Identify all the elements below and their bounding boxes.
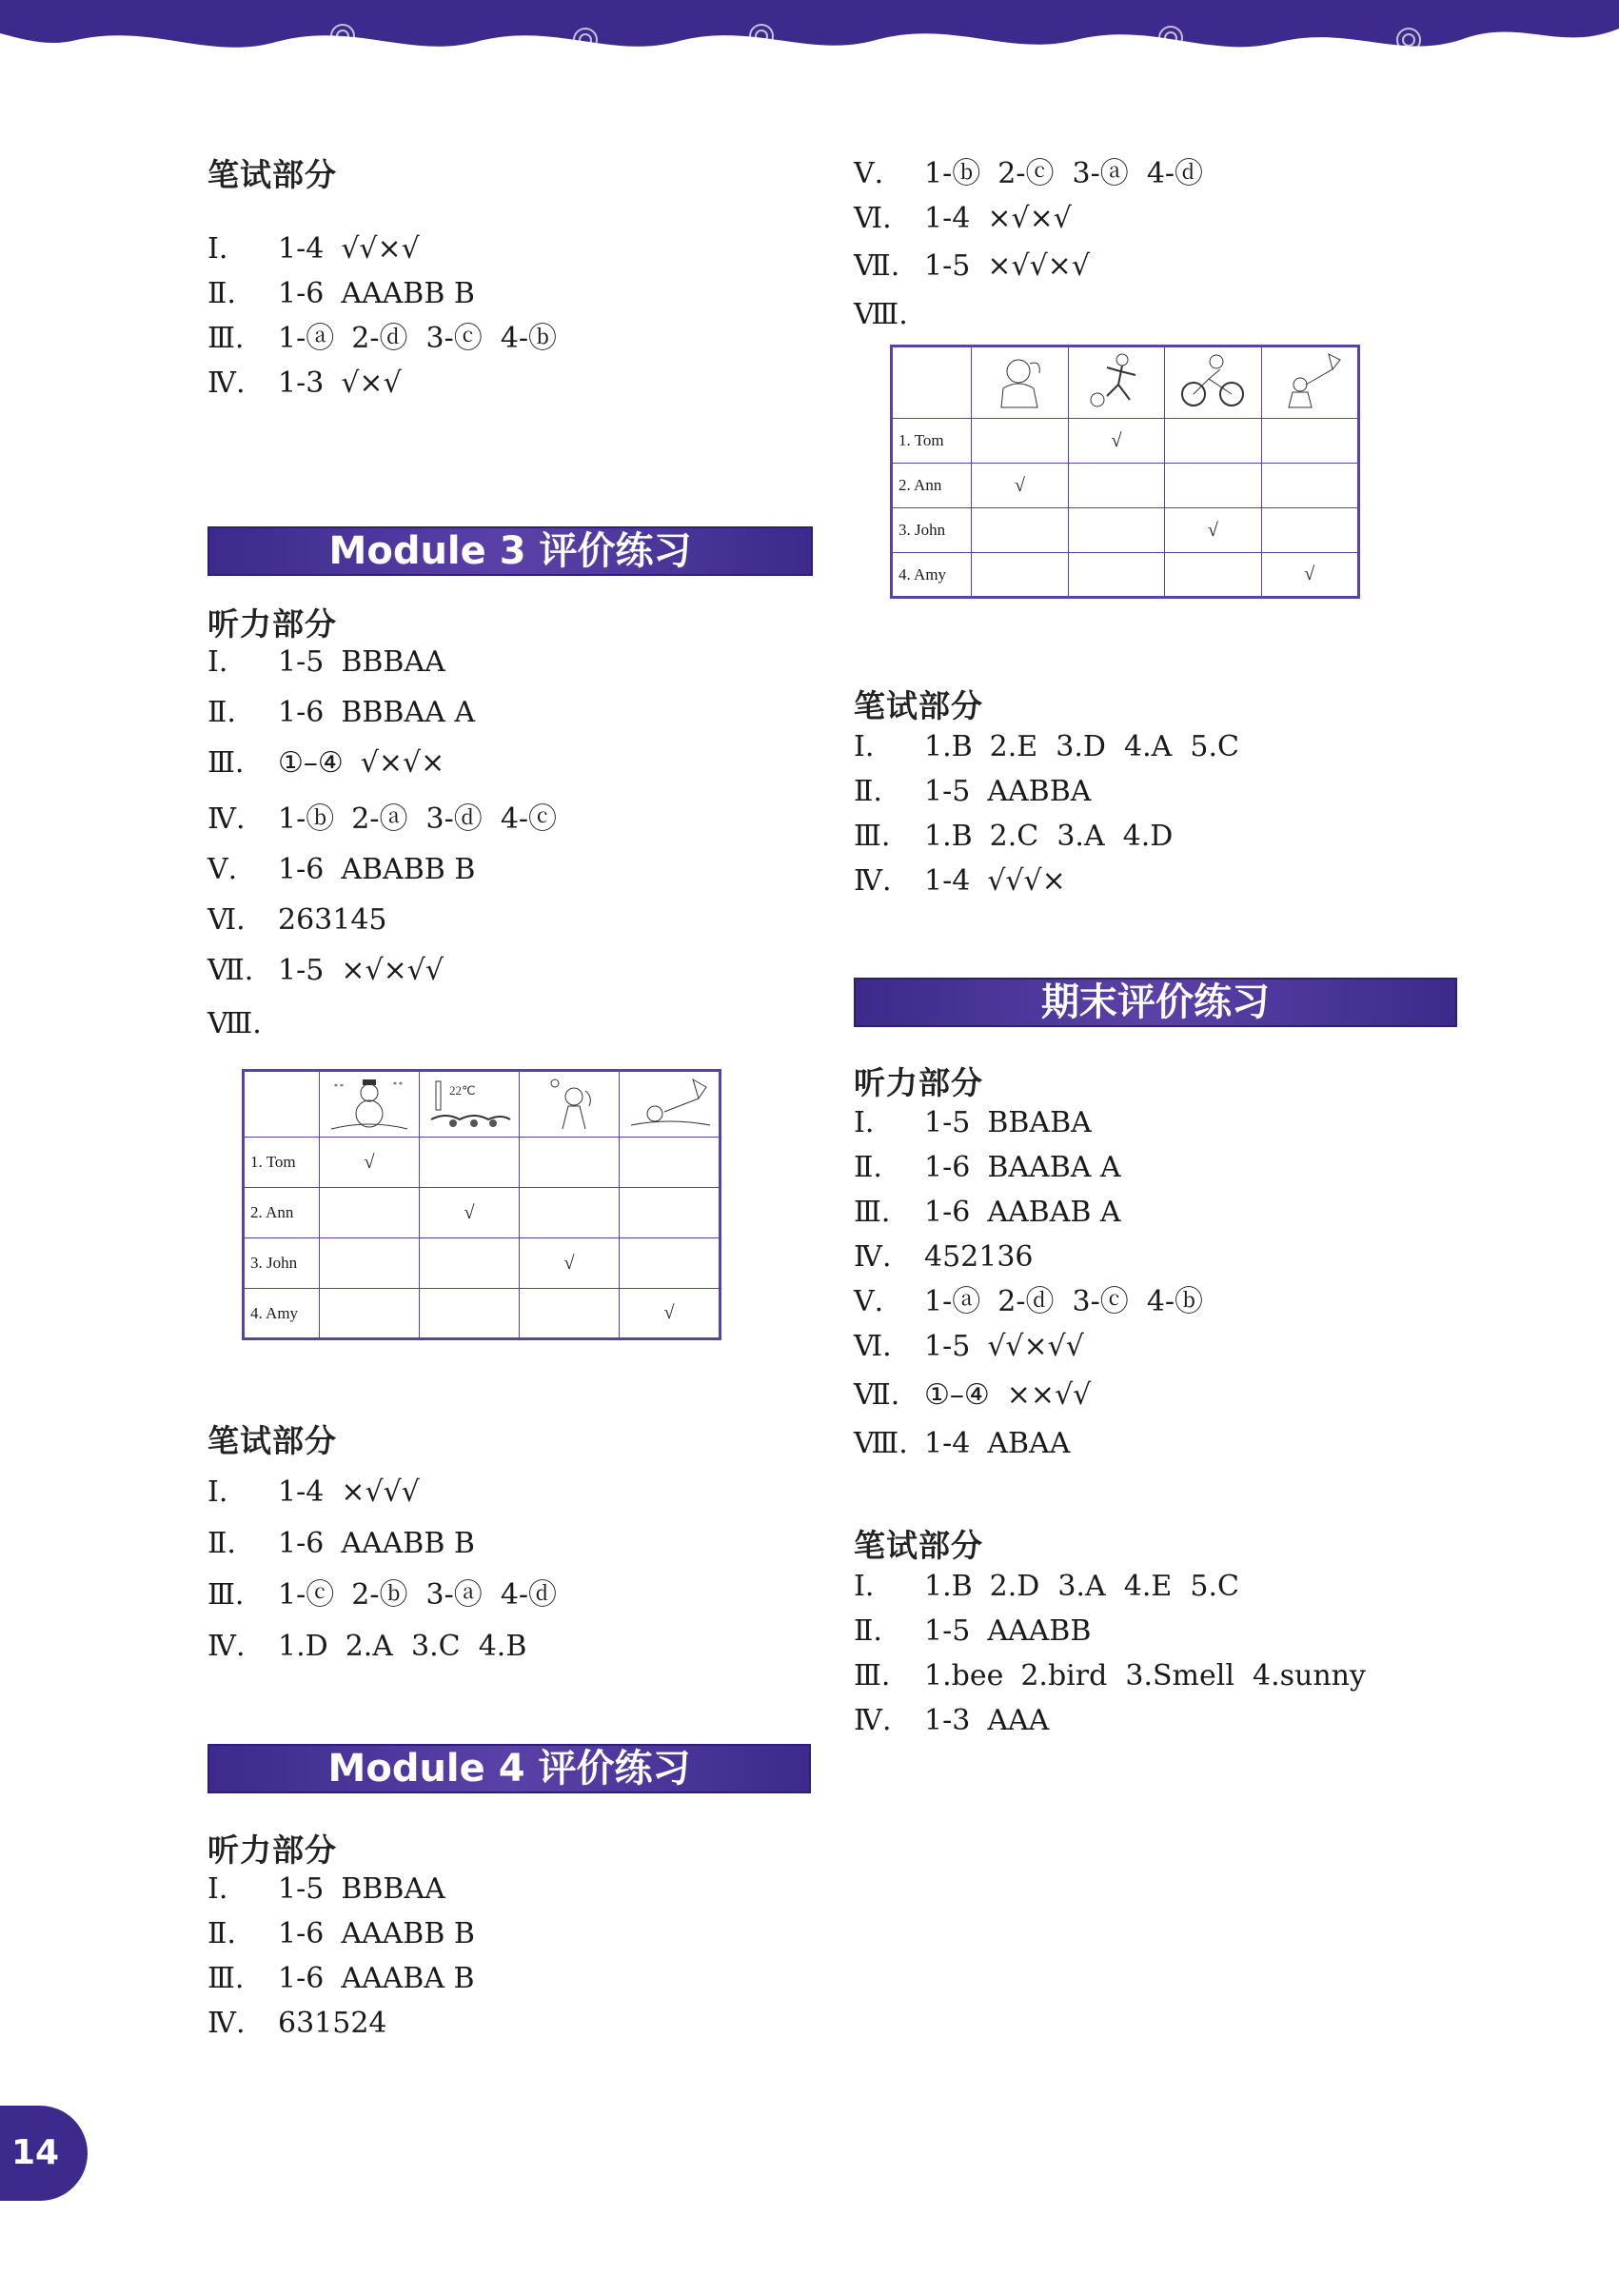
answer-row	[854, 1376, 1091, 1415]
answer-range: 1-6	[278, 853, 325, 886]
empty-cell	[420, 1138, 520, 1188]
section-heading: 笔试部分	[207, 1422, 337, 1459]
roman-numeral: Ⅵ.	[207, 903, 246, 937]
answer-range: 1-ⓑ	[278, 802, 335, 836]
answer-text: √√×√	[341, 232, 420, 266]
student-name: 2. Ann	[892, 464, 972, 508]
answer-row	[854, 200, 1072, 238]
empty-cell	[520, 1188, 620, 1238]
answer-text: BBBAA A	[341, 696, 475, 729]
top-wave-decoration	[0, 0, 1619, 76]
answer-range: 1-ⓐ	[924, 1285, 981, 1318]
answer-row	[207, 1960, 475, 1998]
final-review-banner: 期末评价练习	[854, 978, 1457, 1027]
answer-row	[207, 851, 475, 889]
section-heading: 笔试部分	[207, 156, 337, 193]
answer-text: BBBAA	[341, 1872, 445, 1906]
roman-numeral: Ⅵ.	[854, 1330, 892, 1363]
empty-cell	[320, 1289, 420, 1339]
answer-row	[854, 1702, 1049, 1740]
empty-cell	[420, 1238, 520, 1289]
answer-range: 1.D	[278, 1630, 328, 1663]
answer-range: 1-3	[924, 1704, 971, 1737]
answer-row	[207, 230, 420, 268]
snowman-picture	[320, 1071, 420, 1138]
answer-range: 1-ⓐ	[278, 322, 335, 355]
answer-row	[207, 1870, 445, 1909]
roman-numeral: Ⅰ.	[207, 645, 228, 679]
answer-row	[207, 1576, 557, 1614]
roman-numeral: Ⅲ.	[207, 1962, 245, 1995]
answer-text: 263145	[278, 903, 387, 937]
answer-range: 1-6	[278, 1917, 325, 1950]
answer-text: ABAA	[987, 1427, 1071, 1460]
roman-numeral: Ⅳ.	[854, 1240, 892, 1274]
answer-text: AAA	[987, 1704, 1050, 1737]
empty-cell	[1165, 553, 1261, 598]
tick-mark: √	[620, 1289, 721, 1339]
roman-numeral: Ⅷ.	[854, 1427, 908, 1460]
answer-text: 2.bird 3.Smell 4.sunny	[1020, 1659, 1366, 1692]
answer-text: 631524	[278, 2007, 387, 2040]
answer-range: 1-5	[924, 1330, 971, 1363]
answer-row	[854, 1194, 1121, 1232]
tick-mark: √	[1261, 553, 1358, 598]
answer-row	[854, 1425, 1070, 1463]
answer-range: 1-4	[924, 864, 971, 898]
roman-numeral: Ⅰ.	[207, 1872, 228, 1906]
answer-text: 2-ⓐ 3-ⓓ 4-ⓒ	[351, 802, 558, 836]
answer-row	[207, 1474, 420, 1512]
roman-numeral: Ⅱ.	[207, 696, 236, 729]
answer-row	[854, 1149, 1121, 1187]
answer-row	[854, 1613, 1091, 1651]
empty-cell	[520, 1289, 620, 1339]
section-heading: 笔试部分	[854, 687, 983, 724]
roman-numeral: Ⅶ.	[854, 1378, 900, 1412]
roman-numeral: Ⅰ.	[207, 1475, 228, 1509]
answer-row	[854, 818, 1173, 856]
answer-text: 2-ⓓ 3-ⓒ 4-ⓑ	[351, 322, 558, 355]
empty-cell	[1068, 508, 1164, 553]
answer-text: 2-ⓒ 3-ⓐ 4-ⓓ	[997, 157, 1204, 190]
answer-range: 1-6	[278, 1962, 325, 1995]
svg-text:* *: * *	[334, 1081, 344, 1091]
answer-range: 1-5	[278, 1872, 325, 1906]
answer-text: 2.E 3.D 4.A 5.C	[989, 730, 1239, 763]
module-3-banner: Module 3 评价练习	[207, 526, 813, 576]
empty-cell	[1165, 419, 1261, 464]
empty-cell	[420, 1289, 520, 1339]
empty-cell	[1068, 553, 1164, 598]
answer-row	[854, 1238, 1034, 1277]
student-name: 2. Ann	[244, 1188, 320, 1238]
tick-mark: √	[520, 1238, 620, 1289]
roman-numeral: Ⅰ.	[207, 232, 228, 266]
answer-range: 1-6	[278, 1527, 325, 1560]
roman-numeral: Ⅳ.	[207, 2007, 246, 2040]
student-name: 4. Amy	[244, 1289, 320, 1339]
page-number: 14 –	[0, 2106, 88, 2201]
empty-cell	[620, 1188, 721, 1238]
roman-numeral: Ⅴ.	[854, 1285, 884, 1318]
roman-numeral: Ⅳ.	[207, 366, 246, 400]
kite-girl-picture	[1261, 346, 1358, 419]
answer-text: AAABB B	[341, 1917, 475, 1950]
answer-text: BAABA A	[987, 1151, 1121, 1184]
answer-text: 2.A 3.C 4.B	[345, 1630, 527, 1663]
answer-row	[207, 1915, 475, 1953]
section-heading: 听力部分	[207, 1831, 337, 1869]
answer-row	[854, 1104, 1092, 1142]
empty-cell	[1165, 464, 1261, 508]
thermometer-picture	[420, 1071, 520, 1138]
tick-mark: √	[972, 464, 1068, 508]
answer-row	[207, 901, 387, 940]
empty-cell	[1261, 508, 1358, 553]
answer-row	[854, 728, 1239, 766]
answer-row	[854, 1568, 1239, 1606]
answer-range: 1-4	[924, 202, 971, 235]
answer-range: 1.B	[924, 1570, 973, 1603]
answer-text: √×√	[341, 366, 402, 400]
answer-text: AAABB	[987, 1614, 1092, 1648]
tick-mark: √	[320, 1138, 420, 1188]
answer-range: 1-5	[924, 1614, 971, 1648]
table-corner	[892, 346, 972, 419]
roman-numeral: Ⅱ.	[854, 775, 882, 808]
roman-numeral: Ⅲ.	[854, 1659, 891, 1692]
answer-text: ×√×√	[987, 202, 1072, 235]
roman-numeral: Ⅰ.	[854, 730, 875, 763]
answer-text: ×√√√	[341, 1475, 420, 1509]
answer-range: 1-3	[278, 366, 325, 400]
empty-cell	[972, 419, 1068, 464]
student-name: 3. John	[244, 1238, 320, 1289]
answer-text: ABABB B	[341, 853, 476, 886]
answer-range: 1-5	[924, 249, 971, 283]
roman-numeral: Ⅳ.	[207, 1630, 246, 1663]
empty-cell	[520, 1138, 620, 1188]
answer-row	[854, 1283, 1203, 1321]
tick-mark: √	[420, 1188, 520, 1238]
answer-row	[207, 320, 557, 358]
roman-numeral: Ⅳ.	[854, 1704, 892, 1737]
answer-row	[207, 275, 475, 313]
answer-row	[854, 1657, 1366, 1695]
student-name: 1. Tom	[892, 419, 972, 464]
empty-cell	[620, 1138, 721, 1188]
student-name: 4. Amy	[892, 553, 972, 598]
answer-row	[207, 744, 444, 782]
empty-cell	[320, 1188, 420, 1238]
answer-text: AAABA B	[341, 1962, 475, 1995]
child-picture	[520, 1071, 620, 1138]
roman-numeral: Ⅱ.	[854, 1614, 882, 1648]
roman-numeral: Ⅲ.	[207, 322, 245, 355]
cyclist-picture	[1165, 346, 1261, 419]
empty-cell	[1261, 464, 1358, 508]
answer-range: 1-6	[278, 696, 325, 729]
answer-range: 1.bee	[924, 1659, 1004, 1692]
answer-range: 1-5	[278, 954, 325, 987]
answer-row	[854, 155, 1203, 193]
answer-text: BBABA	[987, 1106, 1092, 1139]
empty-cell	[972, 553, 1068, 598]
tick-mark: √	[1068, 419, 1164, 464]
answer-range: 1-6	[924, 1151, 971, 1184]
student-name: 3. John	[892, 508, 972, 553]
answer-text: AABAB A	[987, 1196, 1121, 1229]
answer-range: ①–④	[278, 746, 344, 780]
kite-picture	[620, 1071, 721, 1138]
roman-numeral: Ⅴ.	[207, 853, 238, 886]
tick-mark: √	[1165, 508, 1261, 553]
roman-numeral: Ⅱ.	[207, 1917, 236, 1950]
roman-numeral: Ⅷ.	[207, 1007, 262, 1040]
roman-numeral: Ⅲ.	[854, 1196, 891, 1229]
empty-cell	[320, 1238, 420, 1289]
answer-row	[854, 247, 1090, 286]
answer-row	[854, 1328, 1084, 1366]
svg-text:22℃: 22℃	[449, 1082, 476, 1098]
answer-row	[854, 296, 924, 334]
answer-row	[854, 862, 1066, 901]
answer-row	[207, 1628, 526, 1666]
answer-range: 1-5	[924, 1106, 971, 1139]
roman-numeral: Ⅱ.	[207, 277, 236, 310]
listening-grid-table	[890, 345, 1360, 599]
answer-range: 1-6	[924, 1196, 971, 1229]
answer-range: 1-ⓒ	[278, 1578, 335, 1612]
svg-text:* *: * *	[393, 1079, 403, 1089]
empty-cell	[1068, 464, 1164, 508]
answer-range: 1-5	[278, 645, 325, 679]
roman-numeral: Ⅱ.	[207, 1527, 236, 1560]
table-corner	[244, 1071, 320, 1138]
answer-range: ①–④	[924, 1378, 990, 1412]
roman-numeral: Ⅲ.	[207, 746, 245, 780]
answer-row	[854, 773, 1091, 811]
roman-numeral: Ⅷ.	[854, 298, 908, 331]
answer-text: AAABB B	[341, 1527, 475, 1560]
answer-range: 1-ⓑ	[924, 157, 981, 190]
football-player-picture	[1068, 346, 1164, 419]
roman-numeral: Ⅶ.	[854, 249, 900, 283]
answer-text: 2.D 3.A 4.E 5.C	[989, 1570, 1239, 1603]
roman-numeral: Ⅱ.	[854, 1151, 882, 1184]
answer-row	[207, 365, 402, 403]
answer-row	[207, 801, 557, 839]
empty-cell	[620, 1238, 721, 1289]
roman-numeral: Ⅵ.	[854, 202, 892, 235]
section-heading: 笔试部分	[854, 1527, 983, 1564]
answer-range: 1-6	[278, 277, 325, 310]
answer-text: 2-ⓓ 3-ⓒ 4-ⓑ	[997, 1285, 1204, 1318]
roman-numeral: Ⅰ.	[854, 1570, 875, 1603]
answer-range: 1.B	[924, 730, 973, 763]
listening-grid-table	[242, 1069, 721, 1340]
answer-text: ×√√×√	[987, 249, 1090, 283]
answer-row	[207, 1005, 278, 1043]
answer-text: √√√×	[987, 864, 1066, 898]
roman-numeral: Ⅳ.	[207, 802, 246, 836]
answer-text: ××√√	[1006, 1378, 1092, 1412]
roman-numeral: Ⅶ.	[207, 954, 254, 987]
roman-numeral: Ⅰ.	[854, 1106, 875, 1139]
answer-range: 1-4	[278, 232, 325, 266]
empty-cell	[972, 508, 1068, 553]
section-heading: 听力部分	[854, 1064, 983, 1101]
answer-range: 1.B	[924, 820, 973, 853]
answer-text: 2.C 3.A 4.D	[989, 820, 1174, 853]
empty-cell	[1261, 419, 1358, 464]
roman-numeral: Ⅳ.	[854, 864, 892, 898]
roman-numeral: Ⅲ.	[207, 1578, 245, 1612]
answer-row	[207, 952, 444, 990]
answer-row	[207, 643, 445, 682]
answer-row	[207, 694, 475, 732]
answer-text: √×√×	[360, 746, 445, 780]
roman-numeral: Ⅲ.	[854, 820, 891, 853]
answer-text: 452136	[924, 1240, 1034, 1274]
student-name: 1. Tom	[244, 1138, 320, 1188]
answer-text: AABBA	[987, 775, 1092, 808]
answer-text: AAABB B	[341, 277, 475, 310]
answer-row	[207, 1525, 475, 1563]
answer-text: BBBAA	[341, 645, 445, 679]
answer-text: ×√×√√	[341, 954, 444, 987]
answer-text: 2-ⓑ 3-ⓐ 4-ⓓ	[351, 1578, 558, 1612]
module-4-banner: Module 4 评价练习	[207, 1744, 811, 1793]
answer-range: 1-4	[924, 1427, 971, 1460]
page-number-text: 14	[11, 2133, 60, 2172]
girl-picture	[972, 346, 1068, 419]
answer-range: 1-5	[924, 775, 971, 808]
answer-text: √√×√√	[987, 1330, 1084, 1363]
answer-row	[207, 2005, 387, 2043]
answer-range: 1-4	[278, 1475, 325, 1509]
section-heading: 听力部分	[207, 605, 337, 643]
roman-numeral: Ⅴ.	[854, 157, 884, 190]
